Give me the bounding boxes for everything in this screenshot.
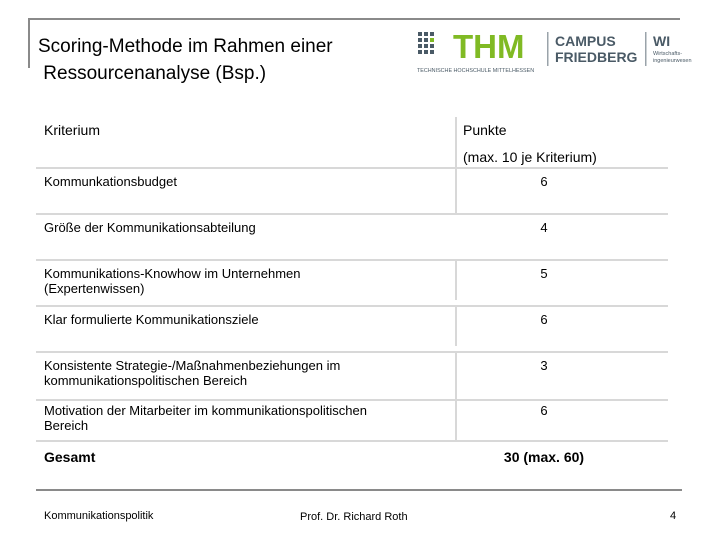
row-separator bbox=[36, 440, 668, 442]
row-points: 6 bbox=[540, 174, 548, 189]
campus-line-2: FRIEDBERG bbox=[555, 49, 638, 65]
footer-course: Kommunikationspolitik bbox=[44, 510, 154, 522]
column-separator bbox=[455, 352, 457, 401]
table-header-row bbox=[36, 117, 668, 169]
footer-author: Prof. Dr. Richard Roth bbox=[300, 511, 408, 523]
total-value: 30 (max. 60) bbox=[503, 449, 585, 465]
title-line-2: Ressourcenanalyse (Bsp.) bbox=[38, 63, 267, 84]
campus-line-1: CAMPUS bbox=[555, 33, 616, 49]
row-points: 4 bbox=[540, 220, 548, 235]
slide-title bbox=[38, 33, 333, 87]
row-separator bbox=[36, 259, 668, 261]
thm-subtitle: TECHNISCHE HOCHSCHULE MITTELHESSEN bbox=[417, 68, 535, 74]
row-separator bbox=[36, 305, 668, 307]
thm-wordmark: THM bbox=[453, 28, 525, 65]
row-points: 6 bbox=[540, 312, 548, 327]
row-criterion: Kommunkationsbudget bbox=[44, 174, 177, 189]
wi-sub-2: ingenieurwesen bbox=[653, 58, 692, 64]
footer-line bbox=[36, 489, 682, 491]
column-separator bbox=[455, 260, 457, 300]
row-points: 6 bbox=[540, 403, 548, 418]
row-criterion-line-2: kommunikationspolitischen Bereich bbox=[44, 373, 248, 388]
row-criterion bbox=[44, 403, 367, 433]
header-points bbox=[463, 117, 623, 171]
row-separator bbox=[36, 399, 668, 401]
title-line-1: Scoring-Methode im Rahmen einer bbox=[38, 36, 333, 57]
row-criterion-line-1: Konsistente Strategie-/Maßnahmenbeziehungen im bbox=[44, 358, 341, 373]
row-criterion bbox=[44, 266, 301, 296]
row-separator bbox=[36, 167, 668, 169]
page-number: 4 bbox=[670, 510, 677, 522]
thm-campus-friedberg-logo bbox=[415, 28, 692, 78]
row-separator bbox=[36, 213, 668, 215]
row-separator bbox=[36, 351, 668, 353]
header-criterion: Kriterium bbox=[44, 122, 101, 138]
row-criterion: Klar formulierte Kommunikationsziele bbox=[44, 312, 259, 327]
row-criterion-line-1: Kommunikations-Knowhow im Unternehmen bbox=[44, 266, 301, 281]
column-separator bbox=[455, 306, 457, 346]
row-criterion-line-2: (Expertenwissen) bbox=[44, 281, 145, 296]
row-criterion: Größe der Kommunikationsabteilung bbox=[44, 220, 256, 235]
header-points-line-2: (max. 10 je Kriterium) bbox=[463, 149, 597, 165]
row-criterion bbox=[44, 358, 340, 388]
column-separator bbox=[455, 400, 457, 440]
row-points: 5 bbox=[540, 266, 548, 281]
wi-mark: WI bbox=[653, 33, 671, 49]
wi-sub-1: Wirtschafts- bbox=[653, 51, 683, 57]
row-points: 3 bbox=[540, 358, 548, 373]
total-label: Gesamt bbox=[44, 449, 96, 465]
row-criterion-line-1: Motivation der Mitarbeiter im kommunikationspolitischen bbox=[44, 403, 367, 418]
row-criterion-line-2: Bereich bbox=[44, 418, 89, 433]
thm-dots-icon bbox=[418, 32, 434, 54]
header-points-line-1: Punkte bbox=[463, 122, 507, 138]
